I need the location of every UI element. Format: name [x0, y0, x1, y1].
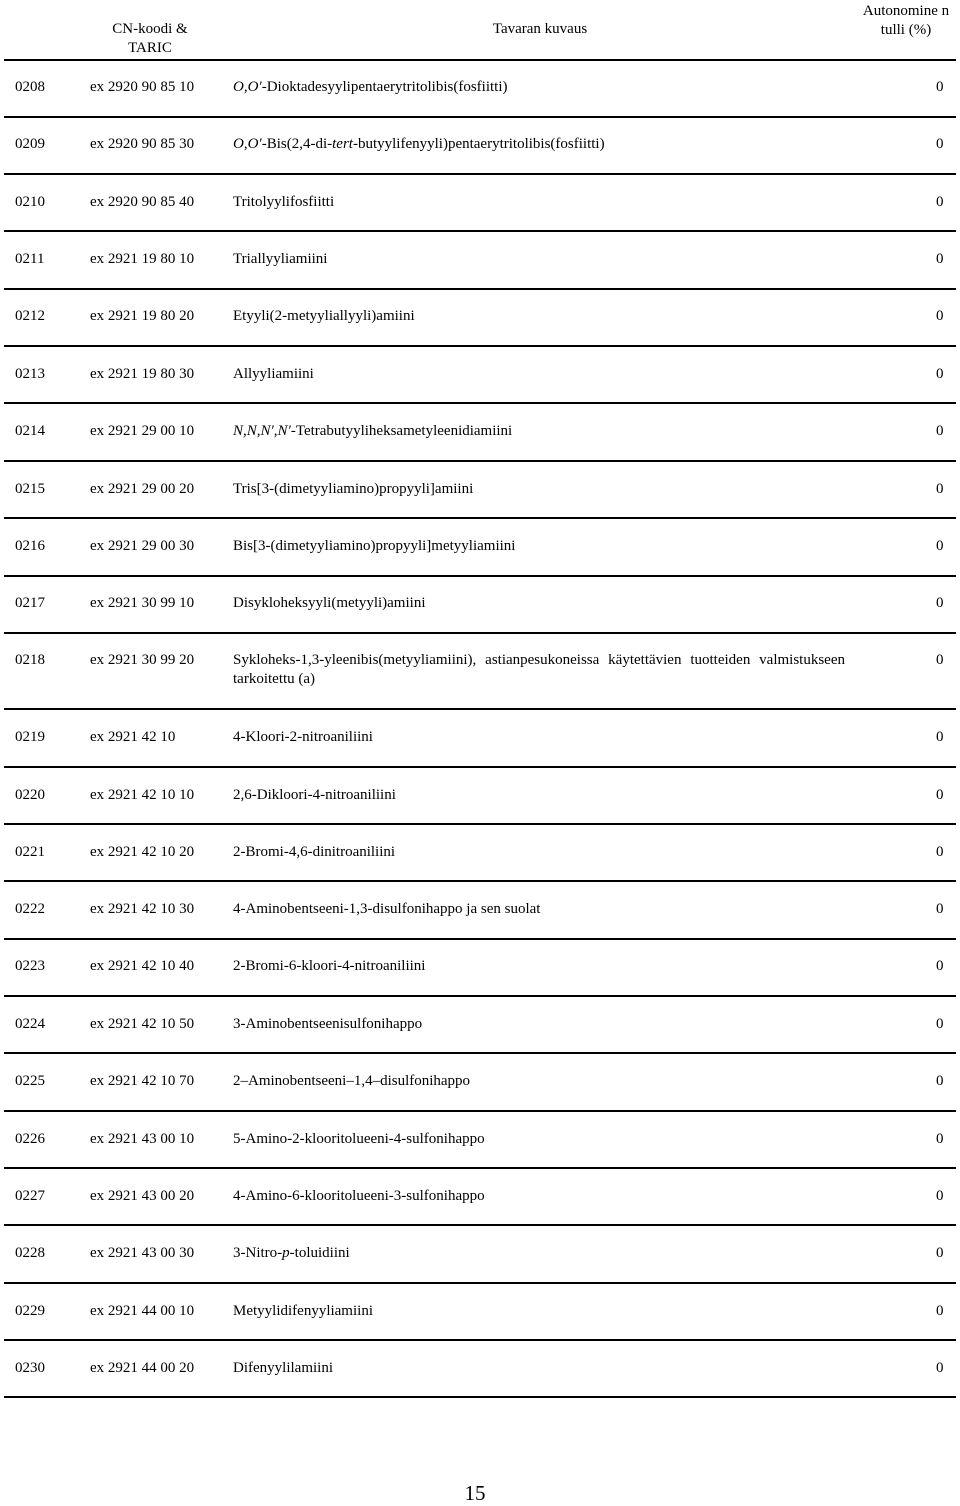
header-description: Tavaran kuvaus — [492, 21, 588, 37]
row-number: 0210 — [15, 194, 45, 210]
row-divider — [4, 575, 956, 577]
description: Difenyylilamiini — [233, 1360, 333, 1376]
header-duty-rate: Autonomine n tulli (%) — [862, 3, 950, 38]
description: O,O′-Bis(2,4-di-tert-butyylifenyyli)pentaerytritolibis(fosfiitti) — [233, 136, 605, 152]
duty-rate: 0 — [936, 308, 944, 324]
row-divider — [4, 402, 956, 404]
cn-code: ex 2921 42 10 50 — [90, 1016, 195, 1032]
row-divider — [4, 1167, 956, 1169]
duty-rate: 0 — [936, 844, 944, 860]
description: 5-Amino-2-klooritolueeni-4-sulfonihappo — [233, 1131, 485, 1147]
duty-rate: 0 — [936, 958, 944, 974]
page-number: 15 — [464, 1481, 486, 1505]
row-number: 0226 — [15, 1131, 45, 1147]
row-divider — [4, 345, 956, 347]
row-number: 0208 — [15, 79, 45, 95]
row-divider — [4, 517, 956, 519]
row-number: 0212 — [15, 308, 45, 324]
description: Triallyyliamiini — [233, 251, 328, 267]
row-number: 0213 — [15, 366, 45, 382]
row-number: 0209 — [15, 136, 45, 152]
description: 4-Amino-6-klooritolueeni-3-sulfonihappo — [233, 1188, 485, 1204]
cn-code: ex 2921 30 99 10 — [90, 595, 195, 611]
cn-code: ex 2921 19 80 20 — [90, 308, 195, 324]
row-divider — [4, 1339, 956, 1341]
cn-code: ex 2920 90 85 30 — [90, 136, 195, 152]
duty-rate: 0 — [936, 787, 944, 803]
row-number: 0225 — [15, 1073, 45, 1089]
description: Tris[3-(dimetyyliamino)propyyli]amiini — [233, 481, 474, 497]
row-divider — [4, 460, 956, 462]
row-divider — [4, 880, 956, 882]
row-divider — [4, 230, 956, 232]
cn-code: ex 2921 43 00 20 — [90, 1188, 195, 1204]
cn-code: ex 2921 29 00 10 — [90, 423, 195, 439]
description: 3-Nitro-p-toluidiini — [233, 1245, 350, 1261]
row-number: 0211 — [15, 251, 45, 267]
description: 4-Kloori-2-nitroaniliini — [233, 729, 373, 745]
cn-code: ex 2921 43 00 30 — [90, 1245, 195, 1261]
cn-code: ex 2921 19 80 10 — [90, 251, 195, 267]
description: 4-Aminobentseeni-1,3-disulfonihappo ja sen suolat — [233, 901, 541, 917]
cn-code: ex 2921 42 10 10 — [90, 787, 195, 803]
duty-rate: 0 — [936, 652, 944, 668]
cn-code: ex 2921 42 10 70 — [90, 1073, 195, 1089]
duty-rate: 0 — [936, 194, 944, 210]
row-number: 0228 — [15, 1245, 45, 1261]
table-header — [0, 0, 960, 60]
duty-rate: 0 — [936, 595, 944, 611]
row-divider — [4, 1282, 956, 1284]
cn-code: ex 2921 42 10 20 — [90, 844, 195, 860]
duty-rate: 0 — [936, 1188, 944, 1204]
row-number: 0224 — [15, 1016, 45, 1032]
cn-code: ex 2921 42 10 40 — [90, 958, 195, 974]
description: 3-Aminobentseenisulfonihappo — [233, 1016, 423, 1032]
cn-code: ex 2921 44 00 10 — [90, 1303, 195, 1319]
row-divider — [4, 938, 956, 940]
description: Allyyliamiini — [233, 366, 314, 382]
row-number: 0216 — [15, 538, 45, 554]
description: 2-Bromi-4,6-dinitroaniliini — [233, 844, 396, 860]
row-divider — [4, 1110, 956, 1112]
row-number: 0223 — [15, 958, 45, 974]
row-divider — [4, 823, 956, 825]
row-divider — [4, 1224, 956, 1226]
description: 2-Bromi-6-kloori-4-nitroaniliini — [233, 958, 426, 974]
row-number: 0219 — [15, 729, 45, 745]
description: Disykloheksyyli(metyyli)amiini — [233, 595, 426, 611]
row-number: 0220 — [15, 787, 45, 803]
row-divider — [4, 1396, 956, 1398]
duty-rate: 0 — [936, 538, 944, 554]
row-divider — [4, 173, 956, 175]
row-number: 0218 — [15, 652, 45, 668]
row-number: 0217 — [15, 595, 45, 611]
duty-rate: 0 — [936, 729, 944, 745]
description: Tritolyylifosfiitti — [233, 194, 335, 210]
row-number: 0227 — [15, 1188, 45, 1204]
row-divider — [4, 632, 956, 634]
description: Metyylidifenyyliamiini — [233, 1303, 373, 1319]
cn-code: ex 2921 44 00 20 — [90, 1360, 195, 1376]
row-divider — [4, 708, 956, 710]
cn-code: ex 2920 90 85 10 — [90, 79, 195, 95]
cn-code: ex 2921 29 00 30 — [90, 538, 195, 554]
header-cn-code: CN-koodi & TARIC — [112, 21, 188, 56]
duty-rate: 0 — [936, 901, 944, 917]
row-number: 0221 — [15, 844, 45, 860]
duty-rate: 0 — [936, 1360, 944, 1376]
cn-code: ex 2921 42 10 — [90, 729, 176, 745]
duty-rate: 0 — [936, 1303, 944, 1319]
row-number: 0222 — [15, 901, 45, 917]
duty-rate: 0 — [936, 1131, 944, 1147]
cn-code: ex 2921 42 10 30 — [90, 901, 195, 917]
cn-code: ex 2921 43 00 10 — [90, 1131, 195, 1147]
duty-rate: 0 — [936, 136, 944, 152]
row-divider — [4, 1052, 956, 1054]
description: 2–Aminobentseeni–1,4–disulfonihappo — [233, 1073, 471, 1089]
description: Etyyli(2-metyyliallyyli)amiini — [233, 308, 415, 324]
duty-rate: 0 — [936, 79, 944, 95]
row-divider — [4, 288, 956, 290]
row-number: 0230 — [15, 1360, 45, 1376]
duty-rate: 0 — [936, 366, 944, 382]
cn-code: ex 2921 19 80 30 — [90, 366, 195, 382]
row-divider — [4, 116, 956, 118]
duty-rate: 0 — [936, 423, 944, 439]
cn-code: ex 2921 30 99 20 — [90, 652, 195, 668]
description: Sykloheks-1,3-yleenibis(metyyliamiini), astianpesukoneissa käytettävien tuotteiden valmistukseen tarkoitettu (a) — [233, 652, 845, 687]
cn-code: ex 2921 29 00 20 — [90, 481, 195, 497]
duty-rate: 0 — [936, 1016, 944, 1032]
description: 2,6-Dikloori-4-nitroaniliini — [233, 787, 396, 803]
row-number: 0214 — [15, 423, 45, 439]
description: Bis[3-(dimetyyliamino)propyyli]metyyliamiini — [233, 538, 516, 554]
header-divider — [4, 59, 956, 61]
description: N,N,N′,N′-Tetrabutyyliheksametyleenidiamiini — [233, 423, 513, 439]
description: O,O′-Dioktadesyylipentaerytritolibis(fosfiitti) — [233, 79, 508, 95]
row-number: 0229 — [15, 1303, 45, 1319]
row-number: 0215 — [15, 481, 45, 497]
row-divider — [4, 995, 956, 997]
row-divider — [4, 766, 956, 768]
duty-rate: 0 — [936, 251, 944, 267]
cn-code: ex 2920 90 85 40 — [90, 194, 195, 210]
duty-rate: 0 — [936, 481, 944, 497]
duty-rate: 0 — [936, 1245, 944, 1261]
duty-rate: 0 — [936, 1073, 944, 1089]
